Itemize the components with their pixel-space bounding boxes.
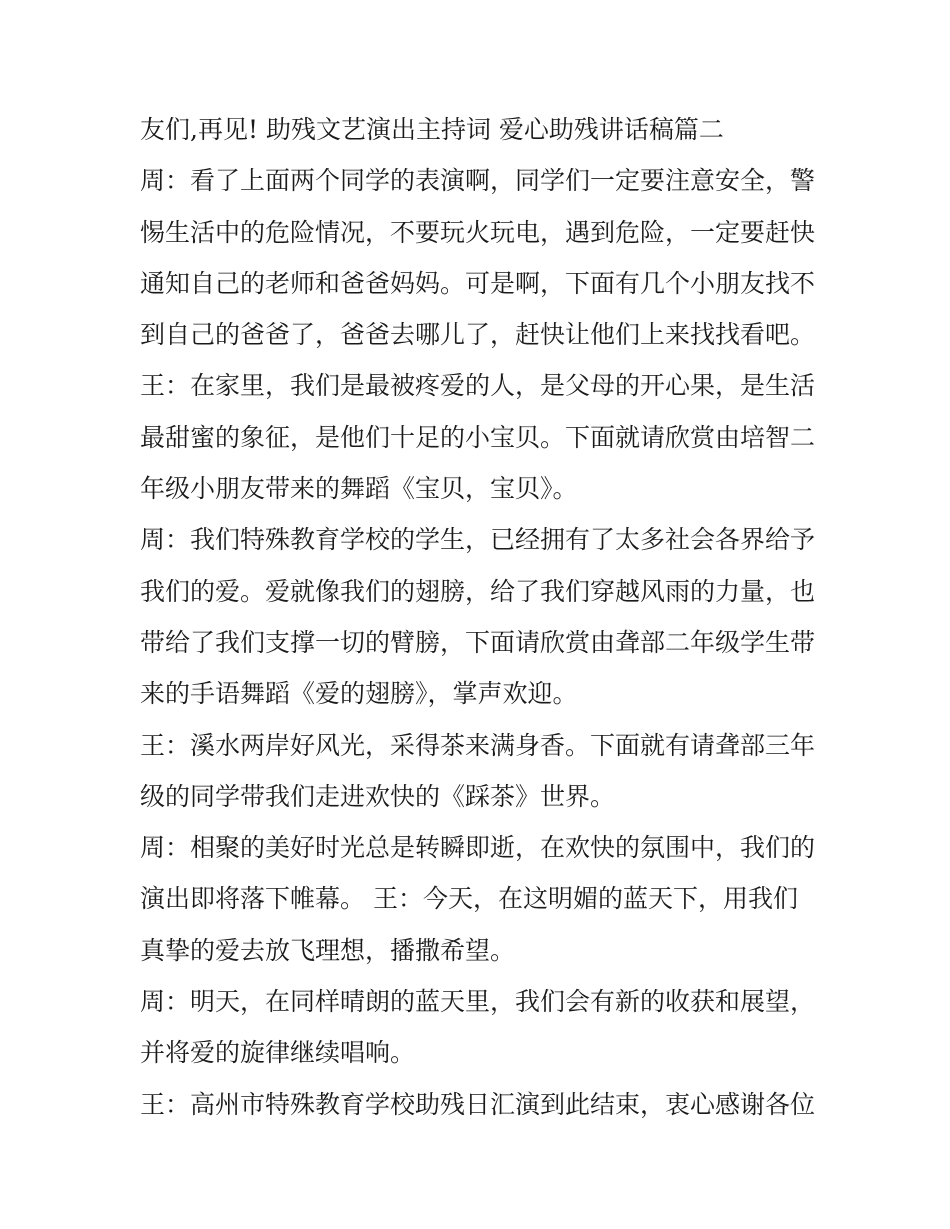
text-line: 演出即将落下帷幕。 王：今天，在这明媚的蓝天下，用我们 bbox=[140, 884, 798, 914]
text-line: 王：溪水两岸好风光，采得茶来满身香。下面就有请聋部三年 bbox=[140, 730, 816, 760]
text-line: 带给了我们支撑一切的臂膀，下面请欣赏由聋部二年级学生带 bbox=[140, 627, 816, 657]
text-line: 到自己的爸爸了，爸爸去哪儿了，赶快让他们上来找找看吧。 bbox=[140, 320, 816, 350]
text-line: 周：我们特殊教育学校的学生，已经拥有了太多社会各界给予 bbox=[140, 525, 816, 555]
text-line: 友们,再见! 助残文艺演出主持词 爱心助残讲话稿篇二 bbox=[140, 115, 724, 144]
text-line: 真挚的爱去放飞理想，播撒希望。 bbox=[140, 935, 516, 965]
text-line: 并将爱的旋律继续唱响。 bbox=[140, 1038, 416, 1068]
text-line: 级的同学带我们走进欢快的《踩茶》世界。 bbox=[140, 781, 616, 811]
text-line: 来的手语舞蹈《爱的翅膀》，掌声欢迎。 bbox=[140, 679, 578, 709]
text-line: 最甜蜜的象征，是他们十足的小宝贝。下面就请欣赏由培智二 bbox=[140, 422, 816, 452]
text-line: 通知自己的老师和爸爸妈妈。可是啊，下面有几个小朋友找不 bbox=[140, 268, 816, 298]
text-line: 惕生活中的危险情况，不要玩火玩电，遇到危险，一定要赶快 bbox=[140, 217, 816, 247]
text-line: 周：看了上面两个同学的表演啊，同学们一定要注意安全，警 bbox=[140, 166, 816, 196]
document-body bbox=[140, 104, 820, 1130]
text-line: 王：高州市特殊教育学校助残日汇演到此结束，衷心感谢各位 bbox=[140, 1089, 816, 1119]
text-line: 我们的爱。爱就像我们的翅膀，给了我们穿越风雨的力量，也 bbox=[140, 576, 816, 606]
text-line: 年级小朋友带来的舞蹈《宝贝，宝贝》。 bbox=[140, 474, 578, 504]
text-line: 周：相聚的美好时光总是转瞬即逝，在欢快的氛围中，我们的 bbox=[140, 833, 816, 863]
text-line: 王：在家里，我们是最被疼爱的人，是父母的开心果，是生活 bbox=[140, 371, 816, 401]
text-line: 周：明天，在同样晴朗的蓝天里，我们会有新的收获和展望， bbox=[140, 987, 816, 1017]
